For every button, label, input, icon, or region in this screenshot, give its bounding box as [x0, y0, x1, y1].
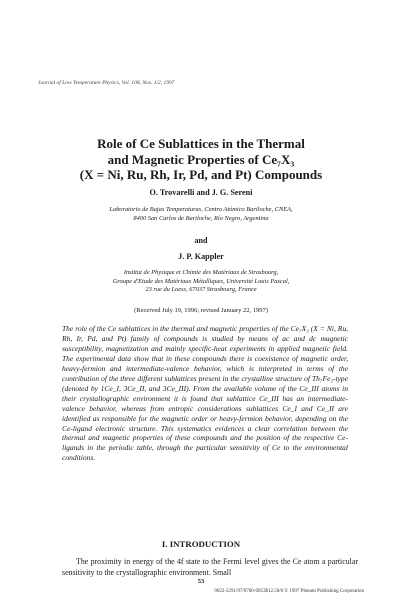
authors-primary: O. Trovarelli and J. G. Sereni [149, 188, 253, 197]
abstract: The role of the Ce sublattices in the thermal and magnetic properties of the Ce₇X₃ (X = Ni, Ru, Rh, Ir, Pd, and Pt) family of compounds is studied by means of ac and dc magnetic susceptibility, magnetization and mainly specific-heat experiments in applied magnetic field. The experimental data show that in these compounds there is coexistence of magnetic order, heavy-fermion and intermediate-valence behavior, which is interpreted in terms of the contribution of the three different sublattices present in the crystalline structure of Th₇Fe₃-type (denoted by 1Ce_I, 3Ce_II, and 3Ce_III). From the available volume of the Ce_III atoms in their crystallographic environment it is found that sublattice Ce_III has an intermediate-valence behavior, whereas from entropic considerations sublattices Ce_I and Ce_II are identified as responsible for the magnetic order or heavy-fermion behavior, depending on the Ce-ligand electronic structure. This systematics evidences a clear correlation between the thermal and magnetic properties of these compounds and the position of the respective Ce-ligands in the periodic table, through the particular sensitivity of Ce to the environmental conditions. [62, 324, 348, 463]
title-line-2: and Magnetic Properties of Ce₇X₃ [107, 151, 295, 167]
affiliation-primary [0, 206, 402, 223]
author-conjunction: and [194, 236, 208, 245]
copyright-line: 0022-2291/97/0700-0053$12.50/0 © 1997 Plenum Publishing Corporation [214, 589, 364, 594]
authors-secondary: J. P. Kappler [178, 252, 224, 261]
affiliation-primary-line-2: 8400 San Carlos de Bariloche, Río Negro, Argentina [133, 214, 269, 222]
title-line-1: Role of Ce Sublattices in the Thermal [97, 136, 305, 151]
received-dates: (Received July 19, 1996; revised January 22, 1997) [134, 307, 268, 314]
title-line-3: (X = Ni, Ru, Rh, Ir, Pd, and Pt) Compounds [79, 167, 323, 182]
section-heading: I. INTRODUCTION [161, 539, 241, 549]
affiliation-primary-line-1: Laboratorio de Bajas Temperaturas, Centro Atómico Bariloche, CNEA, [109, 206, 293, 213]
affiliation-secondary-line-1: Institut de Physique et Chimie des Matériaux de Strasbourg, [123, 269, 279, 276]
page-number: 53 [197, 578, 205, 585]
affiliation-secondary-line-2: Groupe d'Etude des Matériaux Métalliques, Université Louis Pascal, [112, 277, 290, 285]
body-paragraph: The proximity in energy of the 4f state to the Fermi level gives the Ce atom a particular sensitivity to the crystallographic environment. Small [62, 557, 358, 577]
affiliation-secondary [0, 269, 402, 295]
affiliation-secondary-line-3: 23 rue du Loess, 67037 Strasbourg, France [145, 286, 257, 294]
paper-title [0, 136, 402, 183]
journal-header: Journal of Low Temperature Physics, Vol. 108, Nos. 1/2, 1997 [38, 80, 175, 86]
